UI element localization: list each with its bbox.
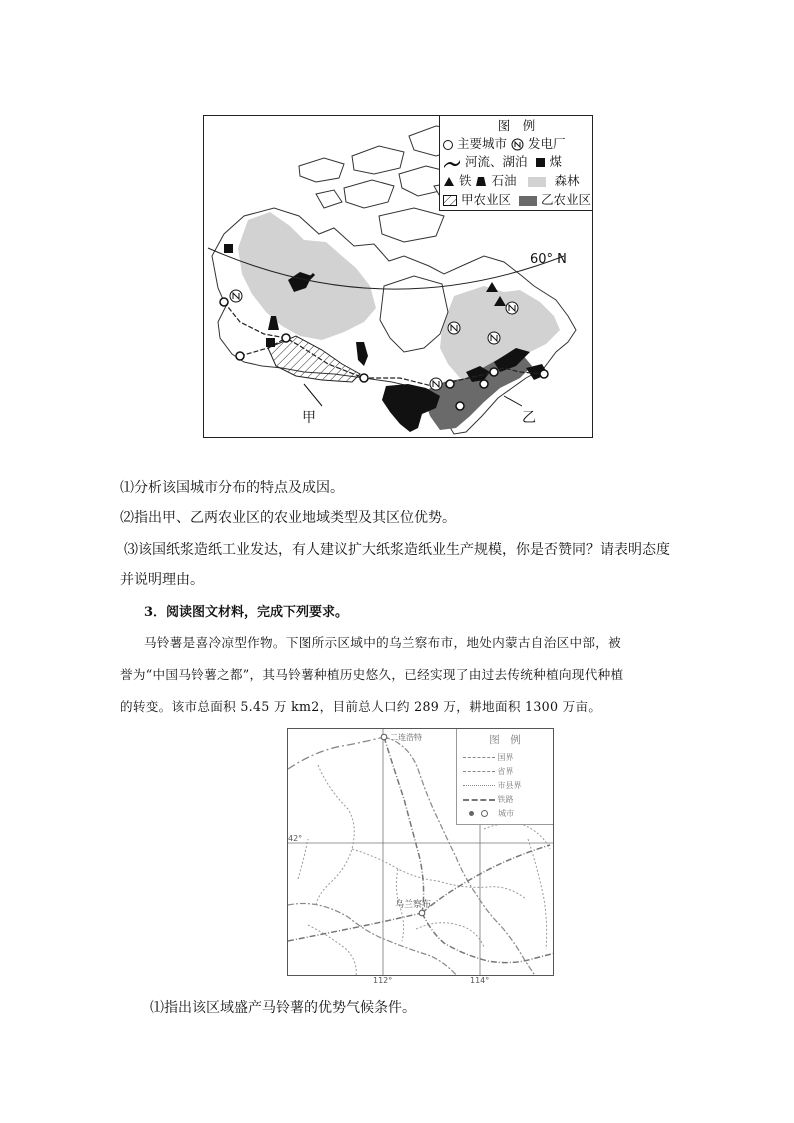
forest-icon [528,177,546,187]
agri-b-icon [519,196,537,206]
ulanqab-map [287,728,554,976]
lon-114-label: 114° [470,976,490,985]
river-icon [443,158,461,168]
provincial-border-icon [463,771,495,772]
legend-agri-b: 乙农业区 [540,192,591,207]
label-a: 甲 [302,410,316,426]
legend-forest: 森林 [554,173,580,188]
agri-a-icon [443,195,457,206]
city-erlian-label: 二连浩特 [390,733,422,742]
lat-42-label: 42° [288,834,303,843]
question-1-2: ⑵指出甲、乙两农业区的农业地域类型及其区位优势。 [120,510,456,526]
power-plant-icon [511,138,524,151]
legend-title: 图 例 [497,118,536,133]
legend-river: 河流、湖泊 [464,154,528,169]
oil-icon [475,176,487,187]
question-1-3: ⑶该国纸浆造纸工业发达，有人建议扩大纸浆造纸业生产规模，你是否赞同？请表明态度 [124,542,670,558]
national-border [288,737,384,769]
coal-icon [536,158,545,167]
legend-county: 市县界 [497,781,522,790]
city-ulanqab-label: 乌兰察布 [395,900,432,910]
legend-coal: 煤 [549,154,562,169]
section3-para-line1: 马铃薯是喜冷凉型作物。下图所示区域中的乌兰察布市，地处内蒙古自治区中部，被 [144,635,622,650]
city-ring-icon [481,810,488,817]
question-1-3-cont: 并说明理由。 [120,572,204,588]
city-icon [443,140,453,150]
legend-national: 国界 [497,753,514,762]
county-border-icon [463,785,495,786]
legend-city: 主要城市 [456,136,507,151]
rail-icon [463,799,495,801]
city-erlian-marker [381,734,387,740]
section3-para-line2: 誉为“中国马铃薯之都”，其马铃薯种植历史悠久，已经实现了由过去传统种植向现代种植 [120,667,624,682]
lon-112-label: 112° [373,976,393,985]
legend-iron: 铁 [458,173,472,188]
section3-para-line3: 的转变。该市总面积 5.45 万 km2，目前总人口约 289 万，耕地面积 1300 万亩。 [120,699,602,714]
map1-legend [439,116,593,211]
legend-provincial: 省界 [497,767,514,776]
latitude-label: 60° N [530,252,567,267]
canada-map [203,115,593,438]
label-b: 乙 [522,410,536,426]
section3-heading: 3．阅读图文材料，完成下列要求。 [144,605,349,620]
national-border-icon [463,757,495,758]
question-1-1: ⑴分析该国城市分布的特点及成因。 [120,480,344,496]
great-lakes [382,384,440,432]
legend-agri-a: 甲农业区 [460,192,511,207]
legend-oil: 石油 [491,173,517,188]
city-ulanqab-marker [419,910,425,916]
question-3-1: ⑴指出该区域盛产马铃薯的优势气候条件。 [150,1000,416,1016]
legend-rail: 铁路 [497,795,514,804]
map2-legend-title: 图 例 [489,734,521,746]
map2-legend [456,729,553,825]
legend-city: 城市 [498,809,515,818]
legend-power: 发电厂 [527,136,566,151]
city-dot-icon [469,811,474,816]
iron-icon [443,176,455,187]
